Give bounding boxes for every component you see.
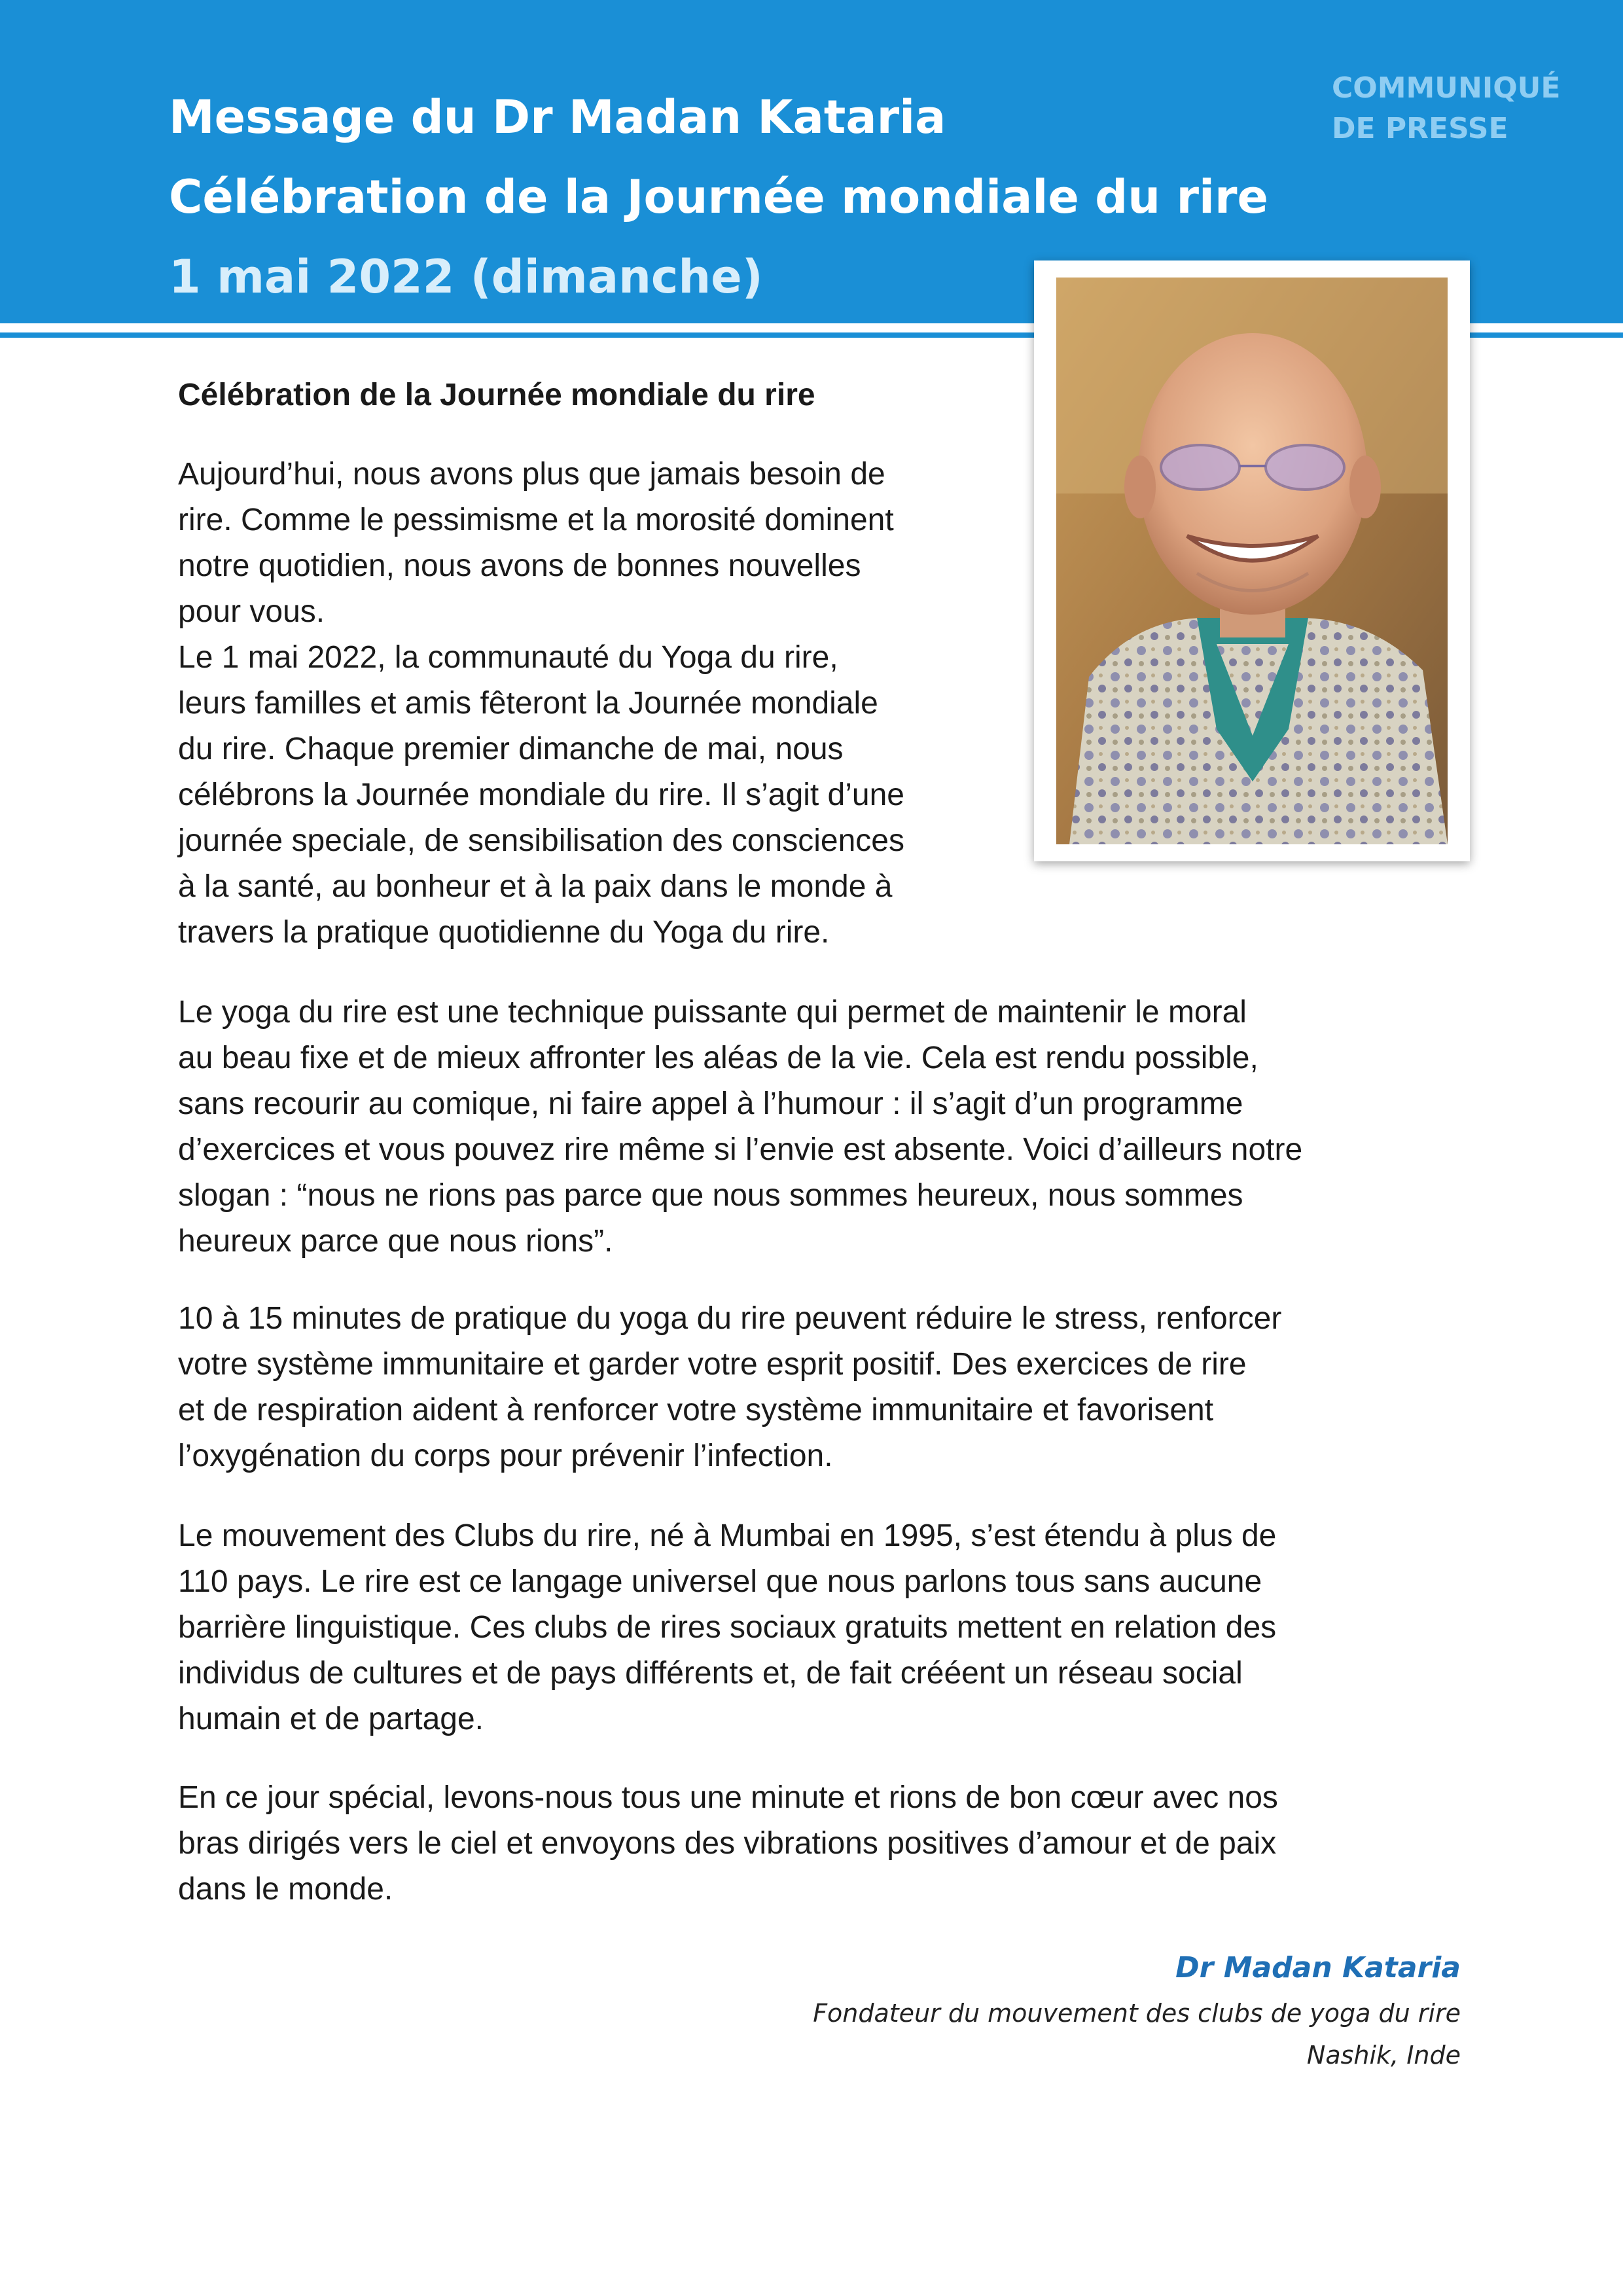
signature-place: Nashik, Inde [1306,2041,1461,2070]
text-line: pour vous. [178,594,325,629]
text-line: Le mouvement des Clubs du rire, né à Mumbai en 1995, s’est étendu à plus de [178,1518,1277,1553]
paragraph-closing [178,1775,1278,1912]
text-line: humain et de partage. [178,1702,484,1736]
text-line: notre quotidien, nous avons de bonnes nouvelles [178,548,861,583]
text-line: 110 pays. Le rire est ce langage universel que nous parlons tous sans aucune [178,1564,1262,1599]
text-line: bras dirigés vers le ciel et envoyons des vibrations positives d’amour et de paix [178,1826,1277,1861]
signature-block [813,1944,1461,2076]
portrait-photo [1056,278,1448,844]
title-line-author: Message du Dr Madan Kataria [169,90,946,144]
text-line: Aujourd’hui, nous avons plus que jamais besoin de [178,457,885,492]
text-line: Le 1 mai 2022, la communauté du Yoga du rire, [178,640,838,675]
text-line: Le yoga du rire est une technique puissante qui permet de maintenir le moral [178,995,1247,1030]
text-line: célébrons la Journée mondiale du rire. Il s’agit d’une [178,778,904,812]
text-line: rire. Comme le pessimisme et la morosité dominent [178,503,894,537]
press-release-label [1332,68,1560,149]
paragraph-intro [178,452,904,956]
text-line: En ce jour spécial, levons-nous tous une minute et rions de bon cœur avec nos [178,1780,1278,1815]
text-line: journée speciale, de sensibilisation des consciences [178,823,904,858]
text-line: slogan : “nous ne rions pas parce que nous sommes heureux, nous sommes [178,1178,1243,1213]
text-line: et de respiration aident à renforcer votre système immunitaire et favorisent [178,1393,1214,1427]
text-line: 10 à 15 minutes de pratique du yoga du rire peuvent réduire le stress, renforcer [178,1301,1282,1336]
section-heading: Célébration de la Journée mondiale du rire [178,378,815,412]
text-line: votre système immunitaire et garder votre esprit positif. Des exercices de rire [178,1347,1247,1382]
text-line: individus de cultures et de pays différents et, de fait crééent un réseau social [178,1656,1243,1691]
text-line: barrière linguistique. Ces clubs de rires sociaux gratuits mettent en relation des [178,1610,1277,1645]
paragraph-movement [178,1513,1276,1742]
text-line: d’exercices et vous pouvez rire même si l’envie est absente. Voici d’ailleurs notre [178,1132,1303,1167]
press-label-line2: DE PRESSE [1332,112,1508,145]
text-line: dans le monde. [178,1872,393,1907]
text-line: leurs familles et amis fêteront la Journée mondiale [178,686,878,721]
signature-role: Fondateur du mouvement des clubs de yoga du rire [813,1999,1461,2028]
title-line-date: 1 mai 2022 (dimanche) [169,250,763,304]
paragraph-benefits [178,1296,1281,1479]
title-line-event: Célébration de la Journée mondiale du rire [169,170,1268,224]
text-line: du rire. Chaque premier dimanche de mai, nous [178,732,844,766]
text-line: à la santé, au bonheur et à la paix dans le monde à [178,869,893,904]
text-line: travers la pratique quotidienne du Yoga du rire. [178,915,830,950]
paragraph-technique [178,990,1302,1265]
text-line: au beau fixe et de mieux affronter les aléas de la vie. Cela est rendu possible, [178,1041,1258,1075]
text-line: heureux parce que nous rions”. [178,1224,613,1259]
press-label-line1: COMMUNIQUÉ [1332,71,1561,105]
text-line: l’oxygénation du corps pour prévenir l’infection. [178,1439,833,1473]
signature-name: Dr Madan Kataria [1175,1951,1461,1984]
portrait-photo-frame [1034,260,1470,861]
text-line: sans recourir au comique, ni faire appel à l’humour : il s’agit d’un programme [178,1086,1243,1121]
